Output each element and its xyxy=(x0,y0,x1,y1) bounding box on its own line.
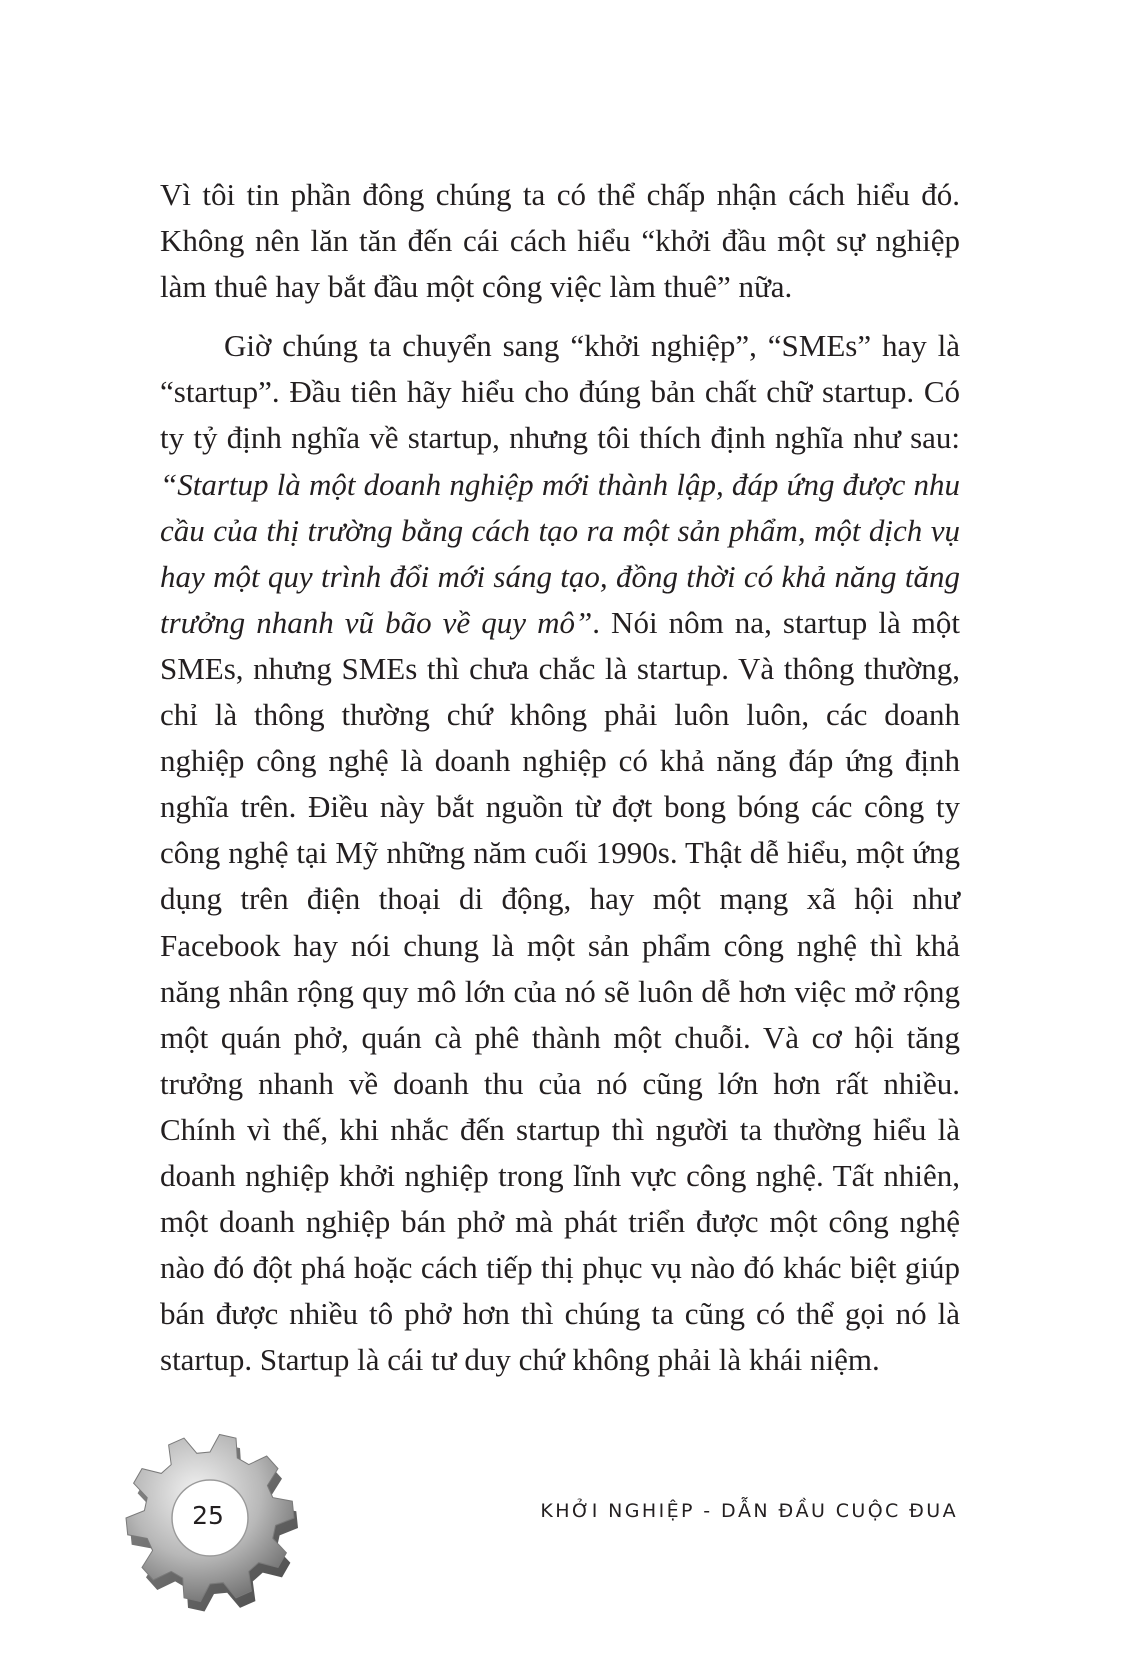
paragraph-2-intro: Giờ chúng ta chuyển sang “khởi nghiệp”, “SMEs” hay là “startup”. Đầu tiên hãy hiểu cho đúng bản chất chữ startup. Có ty tỷ định nghĩa về startup, nhưng tôi thích định nghĩa như sau: xyxy=(160,328,960,456)
startup-definition-quote: “Startup là một doanh nghiệp mới thành lập, đáp ứng được nhu cầu của thị trường bằng cách tạo ra một sản phẩm, một dịch vụ hay một quy trình đổi mới sáng tạo, đồng thời có khả năng tăng trưởng nhanh vũ bão về quy mô” xyxy=(160,466,960,640)
page-number: 25 xyxy=(192,1501,224,1530)
body-text xyxy=(160,172,960,1383)
paragraph-1: Vì tôi tin phần đông chúng ta có thể chấp nhận cách hiểu đó. Không nên lăn tăn đến cái cách hiểu “khởi đầu một sự nghiệp làm thuê hay bắt đầu một công việc làm thuê” nữa. xyxy=(160,177,960,305)
paragraph-2 xyxy=(160,323,960,1383)
running-title: KHỞI NGHIỆP - DẪN ĐẦU CUỘC ĐUA xyxy=(540,1500,958,1522)
paragraph-2-rest: . Nói nôm na, startup là một SMEs, nhưng SMEs thì chưa chắc là startup. Và thông thường, chỉ là thông thường chứ không phải luôn luôn, các doanh nghiệp công nghệ là doanh nghiệp có khả năng đáp ứng định nghĩa trên. Điều này bắt nguồn từ đợt bong bóng các công ty công nghệ tại Mỹ những năm cuối 1990s. Thật dễ hiểu, một ứng dụng trên điện thoại di động, hay một mạng xã hội như Facebook hay nói chung là một sản phẩm công nghệ thì khả năng nhân rộng quy mô lớn của nó sẽ luôn dễ hơn việc mở rộng một quán phở, quán cà phê thành một chuỗi. Và cơ hội tăng trưởng nhanh về doanh thu của nó cũng lớn hơn rất nhiều. Chính vì thế, khi nhắc đến startup thì người ta thường hiểu là doanh nghiệp khởi nghiệp trong lĩnh vực công nghệ. Tất nhiên, một doanh nghiệp bán phở mà phát triển được một công nghệ nào đó đột phá hoặc cách tiếp thị phục vụ nào đó khác biệt giúp bán được nhiều tô phở hơn thì chúng ta cũng có thể gọi nó là startup. Startup là cái tư duy chứ không phải là khái niệm. xyxy=(160,604,961,1378)
